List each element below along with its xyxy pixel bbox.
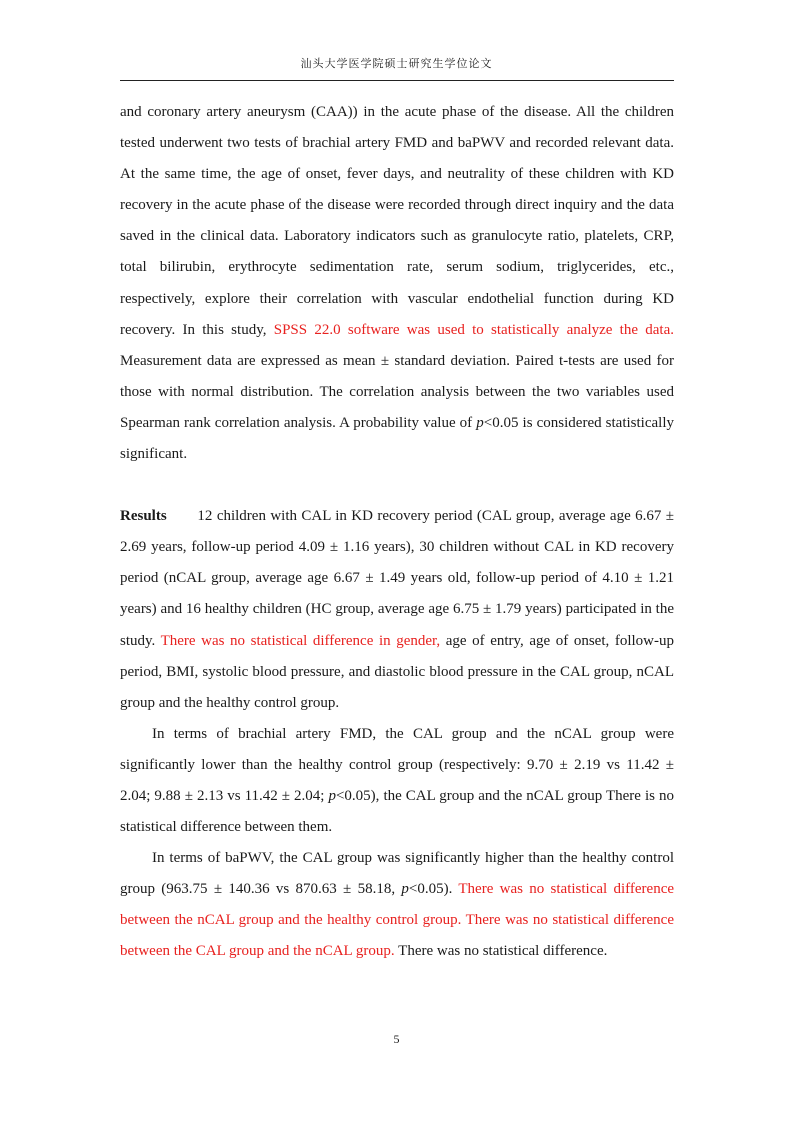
fmd-paragraph bbox=[120, 719, 674, 843]
document-body bbox=[120, 97, 674, 968]
results-heading: Results bbox=[120, 508, 167, 525]
p-value-symbol: p bbox=[476, 414, 484, 431]
results-text-2: age of entry, age of onset, follow-up period, BMI, systolic blood pressure, and diastolic blood pressure in the CAL group, nCAL group and the healthy control group. bbox=[120, 632, 674, 711]
paragraph-gap bbox=[120, 470, 674, 501]
methods-paragraph bbox=[120, 97, 674, 470]
methods-text-1: and coronary artery aneurysm (CAA)) in the acute phase of the disease. All the children tested underwent two tests of brachial artery FMD and baPWV and recorded relevant data. At the same time, the age of onset, fever days, and neutrality of these children with KD recovery in the acute phase of the disease were recorded through direct inquiry and the data saved in the clinical data. Laboratory indicators such as granulocyte ratio, platelets, CRP, total bilirubin, erythrocyte sedimentation rate, serum sodium, triglycerides, etc., respectively, explore their correlation with vascular endothelial function during KD recovery. In this study, bbox=[120, 104, 674, 338]
page-header-title: 汕头大学医学院硕士研究生学位论文 bbox=[300, 57, 493, 70]
pwv-paragraph bbox=[120, 843, 674, 967]
pwv-highlight: There was no statistical difference between the nCAL group and the healthy control group. There was no statistical difference between the CAL group and the nCAL group. bbox=[120, 881, 675, 960]
pwv-text-1: In terms of baPWV, the CAL group was significantly higher than the healthy control group (963.75 ± 140.36 vs 870.63 ± 58.18, bbox=[120, 850, 674, 898]
p-value-symbol: p bbox=[401, 881, 409, 898]
methods-text-3: <0.05 is considered statistically significant. bbox=[120, 414, 674, 463]
fmd-text-1: In terms of brachial artery FMD, the CAL group and the nCAL group were significantly lower than the healthy control group (respectively: 9.70 ± 2.19 vs 11.42 ± 2.04; 9.88 ± 2.13 vs 11.42 ± 2.04; bbox=[120, 725, 674, 804]
pwv-text-3: There was no statistical difference. bbox=[394, 943, 608, 960]
fmd-text-2: <0.05), the CAL group and the nCAL group There is no statistical difference between them. bbox=[120, 787, 674, 836]
pwv-text-2: <0.05). bbox=[408, 881, 459, 898]
results-paragraph bbox=[120, 501, 674, 719]
methods-highlight: SPSS 22.0 software was used to statistically analyze the data. bbox=[273, 321, 675, 338]
p-value-symbol: p bbox=[328, 787, 336, 804]
page-number: 5 bbox=[393, 1032, 400, 1046]
methods-text-2: Measurement data are expressed as mean ± standard deviation. Paired t-tests are used for those with normal distribution. The correlation analysis between the two variables used Spearman rank correlation analysis. A probability value of bbox=[120, 352, 674, 431]
header-divider bbox=[120, 80, 674, 81]
results-highlight: There was no statistical difference in gender, bbox=[160, 632, 441, 649]
results-text-1: 12 children with CAL in KD recovery period (CAL group, average age 6.67 ± 2.69 years, follow-up period 4.09 ± 1.16 years), 30 children without CAL in KD recovery period (nCAL group, average age 6.67 ± 1.49 years old, follow-up period of 4.10 ± 1.21 years) and 16 healthy children (HC group, average age 6.75 ± 1.79 years) participated in the study. bbox=[120, 508, 675, 649]
